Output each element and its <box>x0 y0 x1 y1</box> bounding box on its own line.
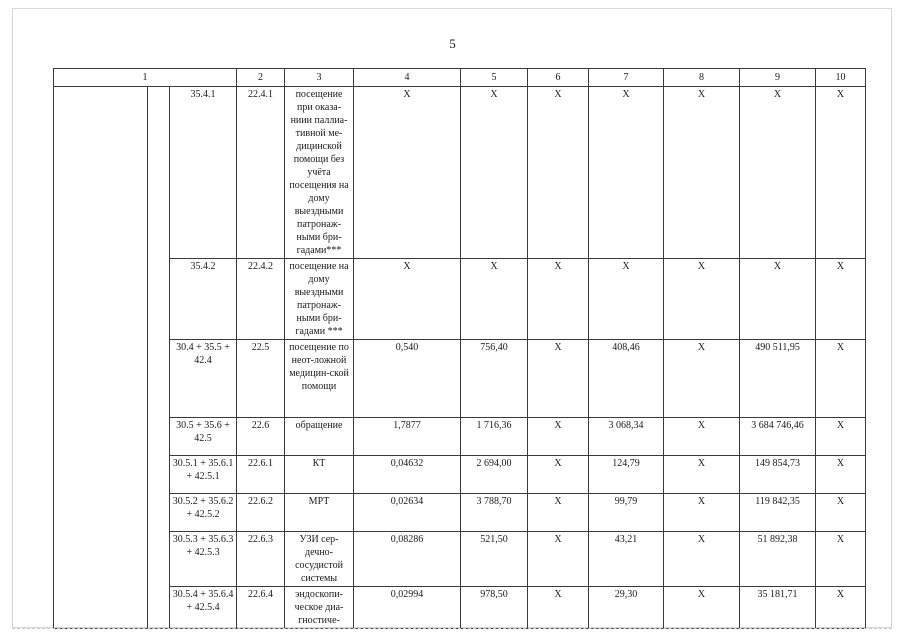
cell-col-8: Х <box>664 587 740 629</box>
cell-col-5: 1 716,36 <box>461 418 528 456</box>
cell-col-8: Х <box>664 259 740 340</box>
cell-col-9: Х <box>740 87 816 259</box>
tariff-table <box>53 68 866 629</box>
cell-col-7: 3 068,34 <box>589 418 664 456</box>
cell-col-1: 30.5.2 + 35.6.2 + 42.5.2 <box>170 494 237 532</box>
table-row <box>54 87 866 259</box>
cell-col-5: 978,50 <box>461 587 528 629</box>
table-row <box>54 494 866 532</box>
cell-col-6: Х <box>528 418 589 456</box>
cell-col-1: 30.4 + 35.5 + 42.4 <box>170 340 237 418</box>
header-cell-7: 7 <box>589 69 664 87</box>
cell-col-2: 22.4.2 <box>237 259 285 340</box>
cell-col-2: 22.6.2 <box>237 494 285 532</box>
cell-col-4: 1,7877 <box>354 418 461 456</box>
cell-col-5: 521,50 <box>461 532 528 587</box>
cell-col-5: Х <box>461 87 528 259</box>
cell-col-8: Х <box>664 340 740 418</box>
cell-col-6: Х <box>528 456 589 494</box>
cell-col-9: 149 854,73 <box>740 456 816 494</box>
cell-col-5: 756,40 <box>461 340 528 418</box>
cell-col-7: 99,79 <box>589 494 664 532</box>
cell-col-5: Х <box>461 259 528 340</box>
cell-col-10: Х <box>816 587 866 629</box>
cell-col-10: Х <box>816 456 866 494</box>
cell-col-6: Х <box>528 259 589 340</box>
cell-col-3: эндоскопи-ческое диа-гностиче- <box>285 587 354 629</box>
cell-col-8: Х <box>664 456 740 494</box>
cell-col-4: 0,04632 <box>354 456 461 494</box>
cell-col-10: Х <box>816 494 866 532</box>
cell-col-4: Х <box>354 259 461 340</box>
cell-col-8: Х <box>664 494 740 532</box>
cell-col-7: 29,30 <box>589 587 664 629</box>
header-cell-1: 1 <box>54 69 237 87</box>
cell-col-2: 22.6.3 <box>237 532 285 587</box>
cell-col-1: 35.4.1 <box>170 87 237 259</box>
cell-col-2: 22.6.4 <box>237 587 285 629</box>
header-cell-10: 10 <box>816 69 866 87</box>
cell-col-10: Х <box>816 532 866 587</box>
header-cell-4: 4 <box>354 69 461 87</box>
cell-col-6: Х <box>528 340 589 418</box>
header-cell-6: 6 <box>528 69 589 87</box>
cell-col-10: Х <box>816 259 866 340</box>
cell-col-2: 22.5 <box>237 340 285 418</box>
cell-col-9: 119 842,35 <box>740 494 816 532</box>
table-row <box>54 259 866 340</box>
header-cell-8: 8 <box>664 69 740 87</box>
cell-col-8: Х <box>664 87 740 259</box>
cell-col-2: 22.6 <box>237 418 285 456</box>
cell-col-10: Х <box>816 418 866 456</box>
cell-col-4: Х <box>354 87 461 259</box>
header-cell-3: 3 <box>285 69 354 87</box>
cell-col-6: Х <box>528 87 589 259</box>
cell-col-9: 35 181,71 <box>740 587 816 629</box>
cell-col-5: 3 788,70 <box>461 494 528 532</box>
cell-col-6: Х <box>528 587 589 629</box>
cell-col-7: Х <box>589 87 664 259</box>
page-bottom-edge <box>12 628 892 629</box>
cell-col-7: 43,21 <box>589 532 664 587</box>
cell-col-4: 0,02634 <box>354 494 461 532</box>
cell-col-6: Х <box>528 532 589 587</box>
cell-col-2: 22.6.1 <box>237 456 285 494</box>
group-cell-empty <box>54 87 148 629</box>
cell-col-7: 124,79 <box>589 456 664 494</box>
cell-col-3: посещение по неот-ложной медицин-ской помощи <box>285 340 354 418</box>
cell-col-8: Х <box>664 532 740 587</box>
cell-col-3: посещение при оказа-ниии паллиа-тивной ме-дицинской помощи без учёта посещения на дому выездными патронаж-ными бри-гадами*** <box>285 87 354 259</box>
cell-col-4: 0,540 <box>354 340 461 418</box>
cell-col-9: 490 511,95 <box>740 340 816 418</box>
table-row <box>54 340 866 418</box>
subgroup-cell-empty <box>148 87 170 629</box>
header-cell-5: 5 <box>461 69 528 87</box>
cell-col-7: Х <box>589 259 664 340</box>
cell-col-10: Х <box>816 340 866 418</box>
header-cell-2: 2 <box>237 69 285 87</box>
header-cell-9: 9 <box>740 69 816 87</box>
table-row <box>54 456 866 494</box>
cell-col-10: Х <box>816 87 866 259</box>
cell-col-9: 51 892,38 <box>740 532 816 587</box>
cell-col-1: 30.5.3 + 35.6.3 + 42.5.3 <box>170 532 237 587</box>
cell-col-3: МРТ <box>285 494 354 532</box>
cell-col-3: КТ <box>285 456 354 494</box>
cell-col-4: 0,02994 <box>354 587 461 629</box>
cell-col-6: Х <box>528 494 589 532</box>
cell-col-5: 2 694,00 <box>461 456 528 494</box>
table-row <box>54 532 866 587</box>
header-row <box>54 69 866 87</box>
cell-col-9: 3 684 746,46 <box>740 418 816 456</box>
cell-col-2: 22.4.1 <box>237 87 285 259</box>
cell-col-7: 408,46 <box>589 340 664 418</box>
cell-col-1: 35.4.2 <box>170 259 237 340</box>
cell-col-3: УЗИ сер-дечно-сосудистой системы <box>285 532 354 587</box>
cell-col-3: обращение <box>285 418 354 456</box>
cell-col-1: 30.5.1 + 35.6.1 + 42.5.1 <box>170 456 237 494</box>
cell-col-3: посещение на дому выездными патронаж-ными бри-гадами *** <box>285 259 354 340</box>
cell-col-4: 0,08286 <box>354 532 461 587</box>
cell-col-8: Х <box>664 418 740 456</box>
cell-col-1: 30.5 + 35.6 + 42.5 <box>170 418 237 456</box>
cell-col-9: Х <box>740 259 816 340</box>
table-row <box>54 587 866 629</box>
cell-col-1: 30.5.4 + 35.6.4 + 42.5.4 <box>170 587 237 629</box>
table-row <box>54 418 866 456</box>
page-number: 5 <box>449 36 456 51</box>
